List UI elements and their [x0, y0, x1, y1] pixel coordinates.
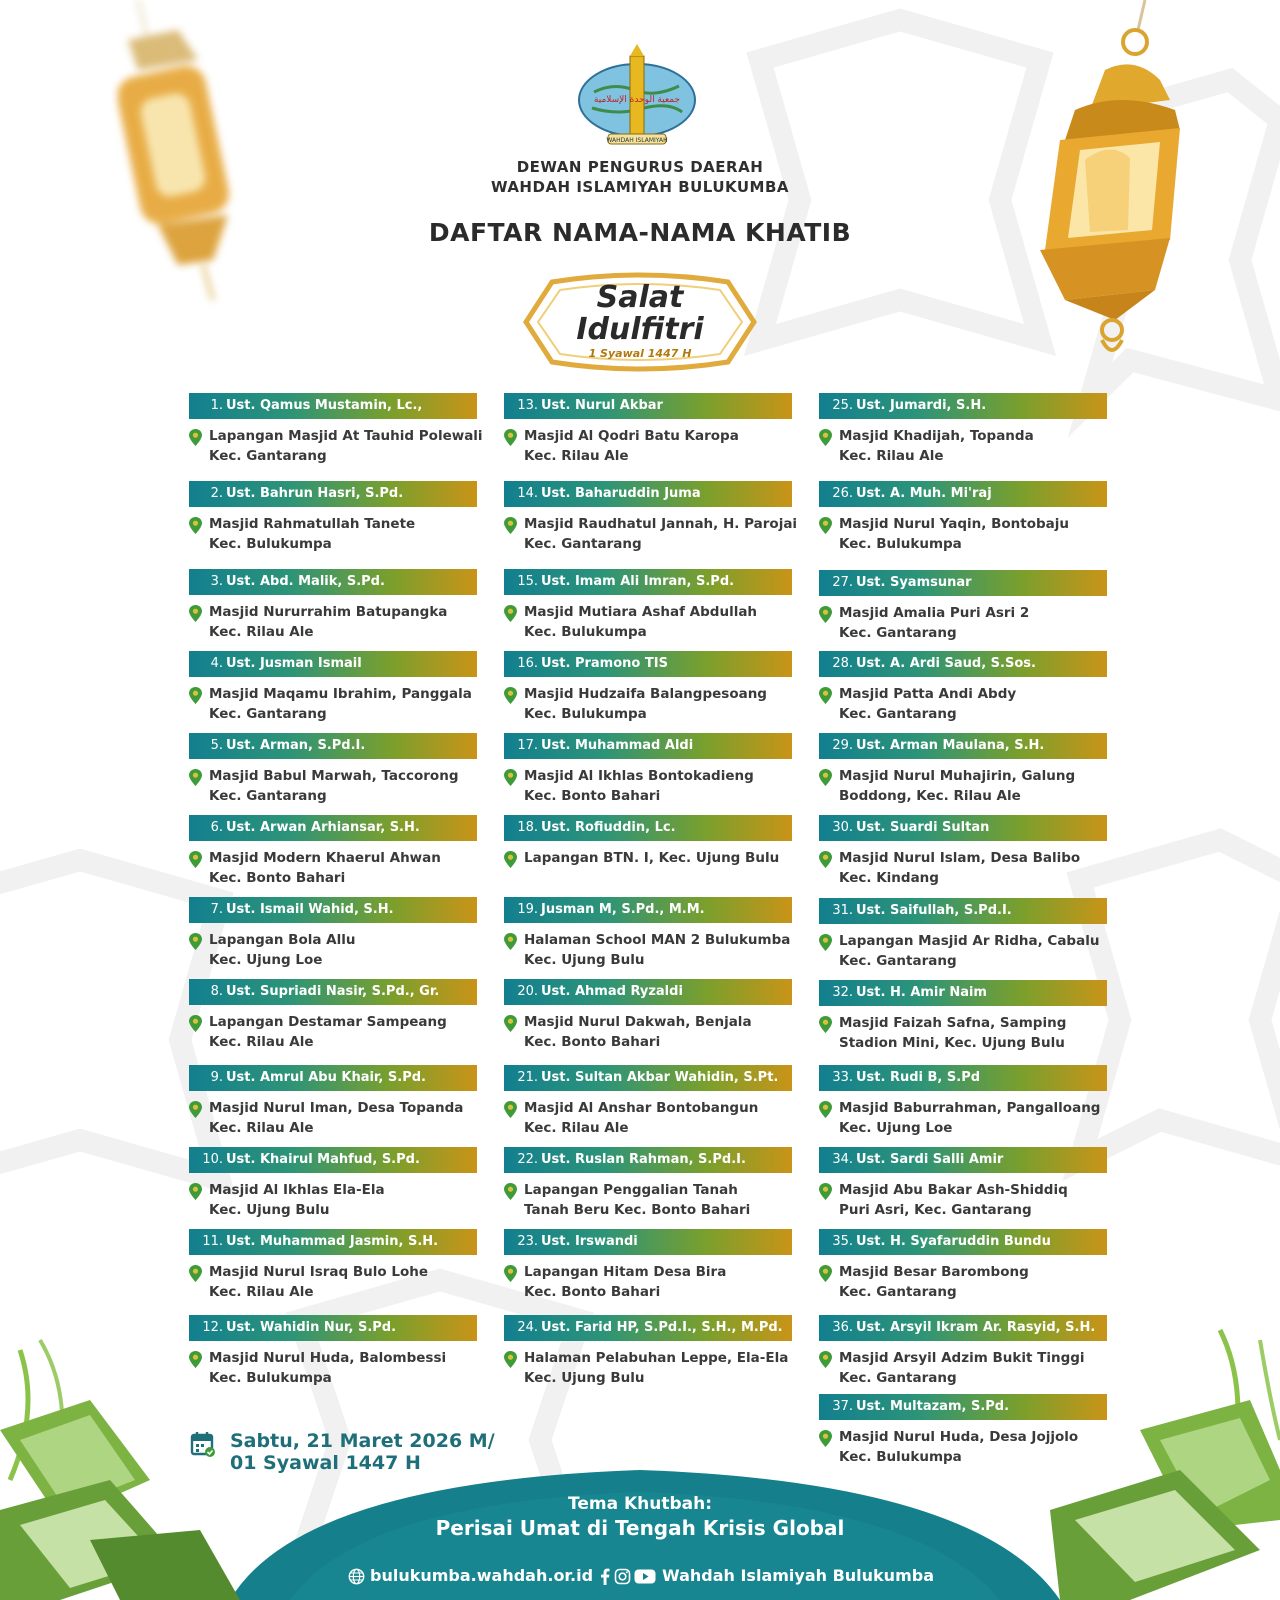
khatib-name: Ust. Arsyil Ikram Ar. Rasyid, S.H.	[856, 1320, 1096, 1335]
khatib-name: Ust. Jusman Ismail	[226, 656, 362, 671]
khatib-number: 33.	[832, 1070, 853, 1085]
location-line-2: Kec. Ujung Bulu	[209, 1202, 330, 1218]
khatib-name: Ust. Arwan Arhiansar, S.H.	[226, 820, 420, 835]
badge-subtitle: 1 Syawal 1447 H	[588, 347, 692, 360]
khatib-number: 4.	[210, 656, 223, 671]
khatib-name-bar	[819, 980, 1107, 1006]
location-line-1: Lapangan Penggalian Tanah	[524, 1182, 738, 1198]
location-line-2: Kec. Rilau Ale	[209, 624, 314, 640]
location-line-1: Masjid Nurul Huda, Balombessi	[209, 1350, 447, 1366]
khatib-name: Ust. Qamus Mustamin, Lc.,	[226, 398, 423, 413]
khatib-name-bar	[819, 1147, 1107, 1173]
location-line-2: Kec. Ujung Bulu	[524, 952, 645, 968]
theme-text: Perisai Umat di Tengah Krisis Global	[435, 1516, 845, 1540]
khatib-name: Ust. Jumardi, S.H.	[856, 398, 987, 413]
location-line-1: Masjid Arsyil Adzim Bukit Tinggi	[839, 1350, 1085, 1366]
khatib-number: 37.	[832, 1399, 853, 1414]
khatib-location	[819, 931, 1119, 971]
khatib-number: 31.	[832, 903, 853, 918]
location-line-1: Masjid Nurul Israq Bulo Lohe	[209, 1264, 429, 1280]
event-date-line2: 01 Syawal 1447 H	[230, 1452, 421, 1474]
location-line-1: Halaman School MAN 2 Bulukumba	[524, 932, 791, 948]
khatib-name-bar	[189, 651, 477, 677]
khatib-location	[819, 426, 1119, 466]
khatib-location	[189, 1012, 489, 1052]
khatib-number: 1.	[210, 398, 223, 413]
location-line-2: Kec. Bonto Bahari	[524, 788, 661, 804]
khatib-number: 16.	[517, 656, 538, 671]
khatib-location	[819, 603, 1119, 643]
instagram-icon[interactable]	[614, 1568, 631, 1585]
location-line-2: Kec. Gantarang	[524, 536, 642, 552]
khatib-name: Ust. Irswandi	[541, 1234, 638, 1249]
badge-title-line2: Idulfitri	[576, 312, 704, 347]
khatib-location	[504, 514, 804, 554]
khatib-location	[189, 1098, 489, 1138]
location-line-1: Masjid Khadijah, Topanda	[839, 428, 1034, 444]
khatib-name-bar	[819, 815, 1107, 841]
khatib-location	[504, 684, 804, 724]
khatib-number: 7.	[210, 902, 223, 917]
khatib-name-bar	[189, 1147, 477, 1173]
org-line-2: WAHDAH ISLAMIYAH BULUKUMBA	[490, 178, 790, 196]
location-line-1: Masjid Al Ikhlas Bontokadieng	[524, 768, 754, 784]
khatib-location	[819, 1098, 1119, 1138]
location-line-1: Masjid Nurul Islam, Desa Balibo	[839, 850, 1081, 866]
location-line-1: Masjid Abu Bakar Ash-Shiddiq	[839, 1182, 1068, 1198]
khatib-name: Ust. Rudi B, S.Pd	[856, 1070, 981, 1085]
location-line-2: Kec. Gantarang	[209, 448, 327, 464]
location-line-1: Masjid Modern Khaerul Ahwan	[209, 850, 441, 866]
khatib-name: Ust. Ahmad Ryzaldi	[541, 984, 683, 999]
khatib-name-bar	[189, 393, 477, 419]
khatib-number: 19.	[517, 902, 538, 917]
khatib-name: Jusman M, S.Pd., M.M.	[541, 902, 705, 917]
location-line-2: Kec. Bulukumpa	[524, 706, 647, 722]
khatib-name-bar	[189, 979, 477, 1005]
location-line-2: Kec. Rilau Ale	[839, 448, 944, 464]
location-line-2: Kec. Kindang	[839, 870, 939, 886]
khatib-name: Ust. Suardi Sultan	[856, 820, 990, 835]
theme-label: Tema Khutbah:	[567, 1494, 713, 1514]
khatib-name-bar	[819, 481, 1107, 507]
location-line-2: Kec. Gantarang	[839, 625, 957, 641]
khatib-name-bar	[819, 393, 1107, 419]
khatib-location	[504, 848, 804, 868]
location-line-1: Masjid Nurul Muhajirin, Galung	[839, 768, 1076, 784]
khatib-name: Ust. Saifullah, S.Pd.I.	[856, 903, 1012, 918]
event-date-line1: Sabtu, 21 Maret 2026 M/	[230, 1430, 495, 1452]
location-line-1: Masjid Hudzaifa Balangpesoang	[524, 686, 767, 702]
khatib-name: Ust. Syamsunar	[856, 575, 972, 590]
khatib-name-bar	[819, 570, 1107, 596]
khatib-location	[189, 930, 489, 970]
location-line-1: Masjid Mutiara Ashaf Abdullah	[524, 604, 758, 620]
location-line-2: Kec. Bulukumpa	[209, 536, 332, 552]
khatib-name: Ust. Farid HP, S.Pd.I., S.H., M.Pd.	[541, 1320, 783, 1335]
khatib-number: 12.	[202, 1320, 223, 1335]
location-line-1: Masjid Maqamu Ibrahim, Panggala	[209, 686, 472, 702]
location-line-1: Masjid Amalia Puri Asri 2	[839, 605, 1030, 621]
location-line-2: Kec. Gantarang	[839, 1284, 957, 1300]
khatib-name-bar	[504, 1315, 792, 1341]
khatib-location	[819, 514, 1119, 554]
khatib-name: Ust. Rofiuddin, Lc.	[541, 820, 676, 835]
khatib-name: Ust. Baharuddin Juma	[541, 486, 701, 501]
location-line-2: Stadion Mini, Kec. Ujung Bulu	[839, 1035, 1065, 1051]
location-line-1: Masjid Nurul Yaqin, Bontobaju	[839, 516, 1069, 532]
page-title: DAFTAR NAMA-NAMA KHATIB	[428, 218, 852, 247]
khatib-location	[819, 1013, 1119, 1053]
location-line-2: Kec. Ujung Loe	[209, 952, 323, 968]
khatib-name-bar	[504, 815, 792, 841]
facebook-icon[interactable]	[600, 1568, 610, 1585]
khatib-location	[504, 930, 804, 970]
calendar-icon	[190, 1430, 216, 1458]
khatib-location	[189, 684, 489, 724]
youtube-icon[interactable]	[634, 1568, 656, 1585]
khatib-number: 24.	[517, 1320, 538, 1335]
khatib-name-bar	[819, 1065, 1107, 1091]
khatib-name: Ust. Amrul Abu Khair, S.Pd.	[226, 1070, 426, 1085]
khatib-number: 28.	[832, 656, 853, 671]
location-line-1: Masjid Al Anshar Bontobangun	[524, 1100, 759, 1116]
khatib-name-bar	[819, 898, 1107, 924]
khatib-location	[504, 426, 804, 466]
khatib-name: Ust. Wahidin Nur, S.Pd.	[226, 1320, 397, 1335]
location-line-2: Boddong, Kec. Rilau Ale	[839, 788, 1021, 804]
khatib-number: 9.	[210, 1070, 223, 1085]
location-line-1: Masjid Nururrahim Batupangka	[209, 604, 448, 620]
khatib-name-bar	[189, 897, 477, 923]
khatib-name: Ust. Muhammad Jasmin, S.H.	[226, 1234, 439, 1249]
khatib-location	[819, 1180, 1119, 1220]
location-line-2: Kec. Rilau Ale	[524, 448, 629, 464]
khatib-location	[504, 766, 804, 806]
khatib-name-bar	[819, 733, 1107, 759]
location-line-2: Kec. Ujung Bulu	[524, 1370, 645, 1386]
location-line-1: Lapangan BTN. I, Kec. Ujung Bulu	[524, 850, 780, 866]
location-line-2: Kec. Gantarang	[839, 953, 957, 969]
khatib-number: 22.	[517, 1152, 538, 1167]
khatib-name: Ust. Multazam, S.Pd.	[856, 1399, 1010, 1414]
khatib-name: Ust. Muhammad Aldi	[541, 738, 694, 753]
khatib-location	[504, 602, 804, 642]
khatib-name: Ust. A. Ardi Saud, S.Sos.	[856, 656, 1036, 671]
location-line-1: Masjid Rahmatullah Tanete	[209, 516, 416, 532]
globe-icon	[348, 1568, 365, 1585]
khatib-number: 23.	[517, 1234, 538, 1249]
khatib-name: Ust. Bahrun Hasri, S.Pd.	[226, 486, 404, 501]
location-line-1: Halaman Pelabuhan Leppe, Ela-Ela	[524, 1350, 789, 1366]
khatib-name: Ust. Supriadi Nasir, S.Pd., Gr.	[226, 984, 440, 999]
khatib-number: 6.	[210, 820, 223, 835]
location-line-1: Lapangan Masjid Ar Ridha, Cabalu	[839, 933, 1100, 949]
khatib-location	[819, 848, 1119, 888]
khatib-number: 2.	[210, 486, 223, 501]
khatib-number: 34.	[832, 1152, 853, 1167]
khatib-number: 8.	[210, 984, 223, 999]
khatib-number: 30.	[832, 820, 853, 835]
wahdah-logo	[574, 42, 700, 150]
khatib-name-bar	[189, 1229, 477, 1255]
location-line-2: Kec. Bonto Bahari	[524, 1284, 661, 1300]
khatib-location	[819, 684, 1119, 724]
khatib-name-bar	[504, 481, 792, 507]
location-line-2: Kec. Gantarang	[839, 706, 957, 722]
khatib-name: Ust. Abd. Malik, S.Pd.	[226, 574, 385, 589]
khatib-location	[189, 766, 489, 806]
khatib-name-bar	[504, 979, 792, 1005]
khatib-location	[819, 1262, 1119, 1302]
location-line-1: Masjid Nurul Huda, Desa Jojjolo	[839, 1429, 1079, 1445]
ketupat-left-decoration	[0, 1330, 250, 1600]
khatib-number: 10.	[202, 1152, 223, 1167]
khatib-name-bar	[819, 651, 1107, 677]
location-line-1: Masjid Babul Marwah, Taccorong	[209, 768, 459, 784]
location-line-2: Kec. Rilau Ale	[209, 1284, 314, 1300]
khatib-name-bar	[189, 733, 477, 759]
khatib-name-bar	[504, 733, 792, 759]
khatib-name: Ust. Pramono TIS	[541, 656, 668, 671]
khatib-location	[504, 1262, 804, 1302]
social-handle[interactable]: Wahdah Islamiyah Bulukumba	[662, 1566, 934, 1585]
location-line-1: Masjid Patta Andi Abdy	[839, 686, 1017, 702]
lantern-left-decoration	[118, 0, 258, 320]
location-line-1: Masjid Al Qodri Batu Karopa	[524, 428, 739, 444]
location-line-2: Kec. Bulukumpa	[209, 1370, 332, 1386]
khatib-name-bar	[504, 897, 792, 923]
khatib-number: 29.	[832, 738, 853, 753]
location-line-2: Kec. Gantarang	[209, 706, 327, 722]
location-line-2: Puri Asri, Kec. Gantarang	[839, 1202, 1032, 1218]
location-line-2: Kec. Rilau Ale	[524, 1120, 629, 1136]
location-line-2: Kec. Bonto Bahari	[209, 870, 346, 886]
khatib-location	[504, 1348, 804, 1388]
location-line-2: Tanah Beru Kec. Bonto Bahari	[524, 1202, 751, 1218]
khatib-location	[189, 426, 489, 466]
khatib-name: Ust. Ruslan Rahman, S.Pd.I.	[541, 1152, 746, 1167]
khatib-name-bar	[189, 569, 477, 595]
location-line-1: Masjid Faizah Safna, Samping	[839, 1015, 1067, 1031]
khatib-name-bar	[504, 393, 792, 419]
khatib-location	[189, 514, 489, 554]
khatib-number: 14.	[517, 486, 538, 501]
khatib-number: 35.	[832, 1234, 853, 1249]
location-line-2: Kec. Bonto Bahari	[524, 1034, 661, 1050]
location-line-2: Kec. Rilau Ale	[209, 1120, 314, 1136]
location-line-1: Lapangan Destamar Sampeang	[209, 1014, 447, 1030]
khatib-location	[819, 766, 1119, 806]
khatib-location	[504, 1012, 804, 1052]
khatib-number: 17.	[517, 738, 538, 753]
khatib-name: Ust. Khairul Mahfud, S.Pd.	[226, 1152, 420, 1167]
khatib-number: 21.	[517, 1070, 538, 1085]
website-link[interactable]: bulukumba.wahdah.or.id	[370, 1566, 594, 1585]
khatib-location	[189, 848, 489, 888]
khatib-number: 13.	[517, 398, 538, 413]
lantern-right-decoration	[1020, 0, 1190, 360]
khatib-number: 11.	[202, 1234, 223, 1249]
khatib-name-bar	[189, 481, 477, 507]
khatib-name-bar	[504, 1229, 792, 1255]
location-line-2: Kec. Gantarang	[839, 1370, 957, 1386]
khatib-name: Ust. Sardi Salli Amir	[856, 1152, 1004, 1167]
location-line-1: Masjid Baburrahman, Pangalloang	[839, 1100, 1101, 1116]
khatib-name: Ust. H. Syafaruddin Bundu	[856, 1234, 1051, 1249]
khatib-location	[504, 1098, 804, 1138]
location-line-2: Kec. Ujung Loe	[839, 1120, 953, 1136]
khatib-location	[189, 1262, 489, 1302]
khatib-number: 25.	[832, 398, 853, 413]
khatib-number: 5.	[210, 738, 223, 753]
location-line-2: Kec. Bulukumpa	[524, 624, 647, 640]
khatib-number: 3.	[210, 574, 223, 589]
ketupat-right-decoration	[1020, 1320, 1280, 1600]
location-line-2: Kec. Gantarang	[209, 788, 327, 804]
location-line-1: Masjid Al Ikhlas Ela-Ela	[209, 1182, 385, 1198]
khatib-number: 36.	[832, 1320, 853, 1335]
khatib-name-bar	[504, 1065, 792, 1091]
khatib-name-bar	[189, 1065, 477, 1091]
location-line-1: Masjid Nurul Iman, Desa Topanda	[209, 1100, 464, 1116]
location-line-1: Masjid Besar Barombong	[839, 1264, 1029, 1280]
khatib-number: 27.	[832, 575, 853, 590]
location-line-1: Lapangan Masjid At Tauhid Polewali	[209, 428, 483, 444]
khatib-name: Ust. Imam Ali Imran, S.Pd.	[541, 574, 735, 589]
khatib-name: Ust. Ismail Wahid, S.H.	[226, 902, 394, 917]
khatib-name-bar	[504, 569, 792, 595]
khatib-name-bar	[504, 651, 792, 677]
location-line-2: Kec. Bulukumpa	[839, 536, 962, 552]
location-line-2: Kec. Rilau Ale	[209, 1034, 314, 1050]
khatib-location	[189, 602, 489, 642]
org-line-1: DEWAN PENGURUS DAERAH	[516, 158, 764, 176]
location-line-1: Lapangan Bola Allu	[209, 932, 356, 948]
location-line-1: Masjid Raudhatul Jannah, H. Parojai	[524, 516, 798, 532]
khatib-name: Ust. Arman Maulana, S.H.	[856, 738, 1045, 753]
khatib-name-bar	[189, 815, 477, 841]
khatib-name-bar	[819, 1229, 1107, 1255]
location-line-2: Kec. Bulukumpa	[839, 1449, 962, 1465]
khatib-name: Ust. Nurul Akbar	[541, 398, 663, 413]
khatib-name-bar	[504, 1147, 792, 1173]
khatib-location	[504, 1180, 804, 1220]
svg-text:جمعية الوحدة الإسلامية: جمعية الوحدة الإسلامية	[593, 95, 681, 105]
location-line-1: Lapangan Hitam Desa Bira	[524, 1264, 727, 1280]
khatib-name: Ust. A. Muh. Mi'raj	[856, 486, 992, 501]
khatib-location	[189, 1180, 489, 1220]
khatib-number: 32.	[832, 985, 853, 1000]
khatib-name: Ust. Arman, S.Pd.I.	[226, 738, 366, 753]
svg-text:WAHDAH ISLAMIYAH: WAHDAH ISLAMIYAH	[606, 137, 668, 144]
location-line-1: Masjid Nurul Dakwah, Benjala	[524, 1014, 752, 1030]
khatib-name: Ust. H. Amir Naim	[856, 985, 987, 1000]
badge-title-line1: Salat	[596, 280, 684, 315]
khatib-number: 26.	[832, 486, 853, 501]
khatib-number: 20.	[517, 984, 538, 999]
khatib-name: Ust. Sultan Akbar Wahidin, S.Pt.	[541, 1070, 779, 1085]
khatib-number: 18.	[517, 820, 538, 835]
khatib-number: 15.	[517, 574, 538, 589]
